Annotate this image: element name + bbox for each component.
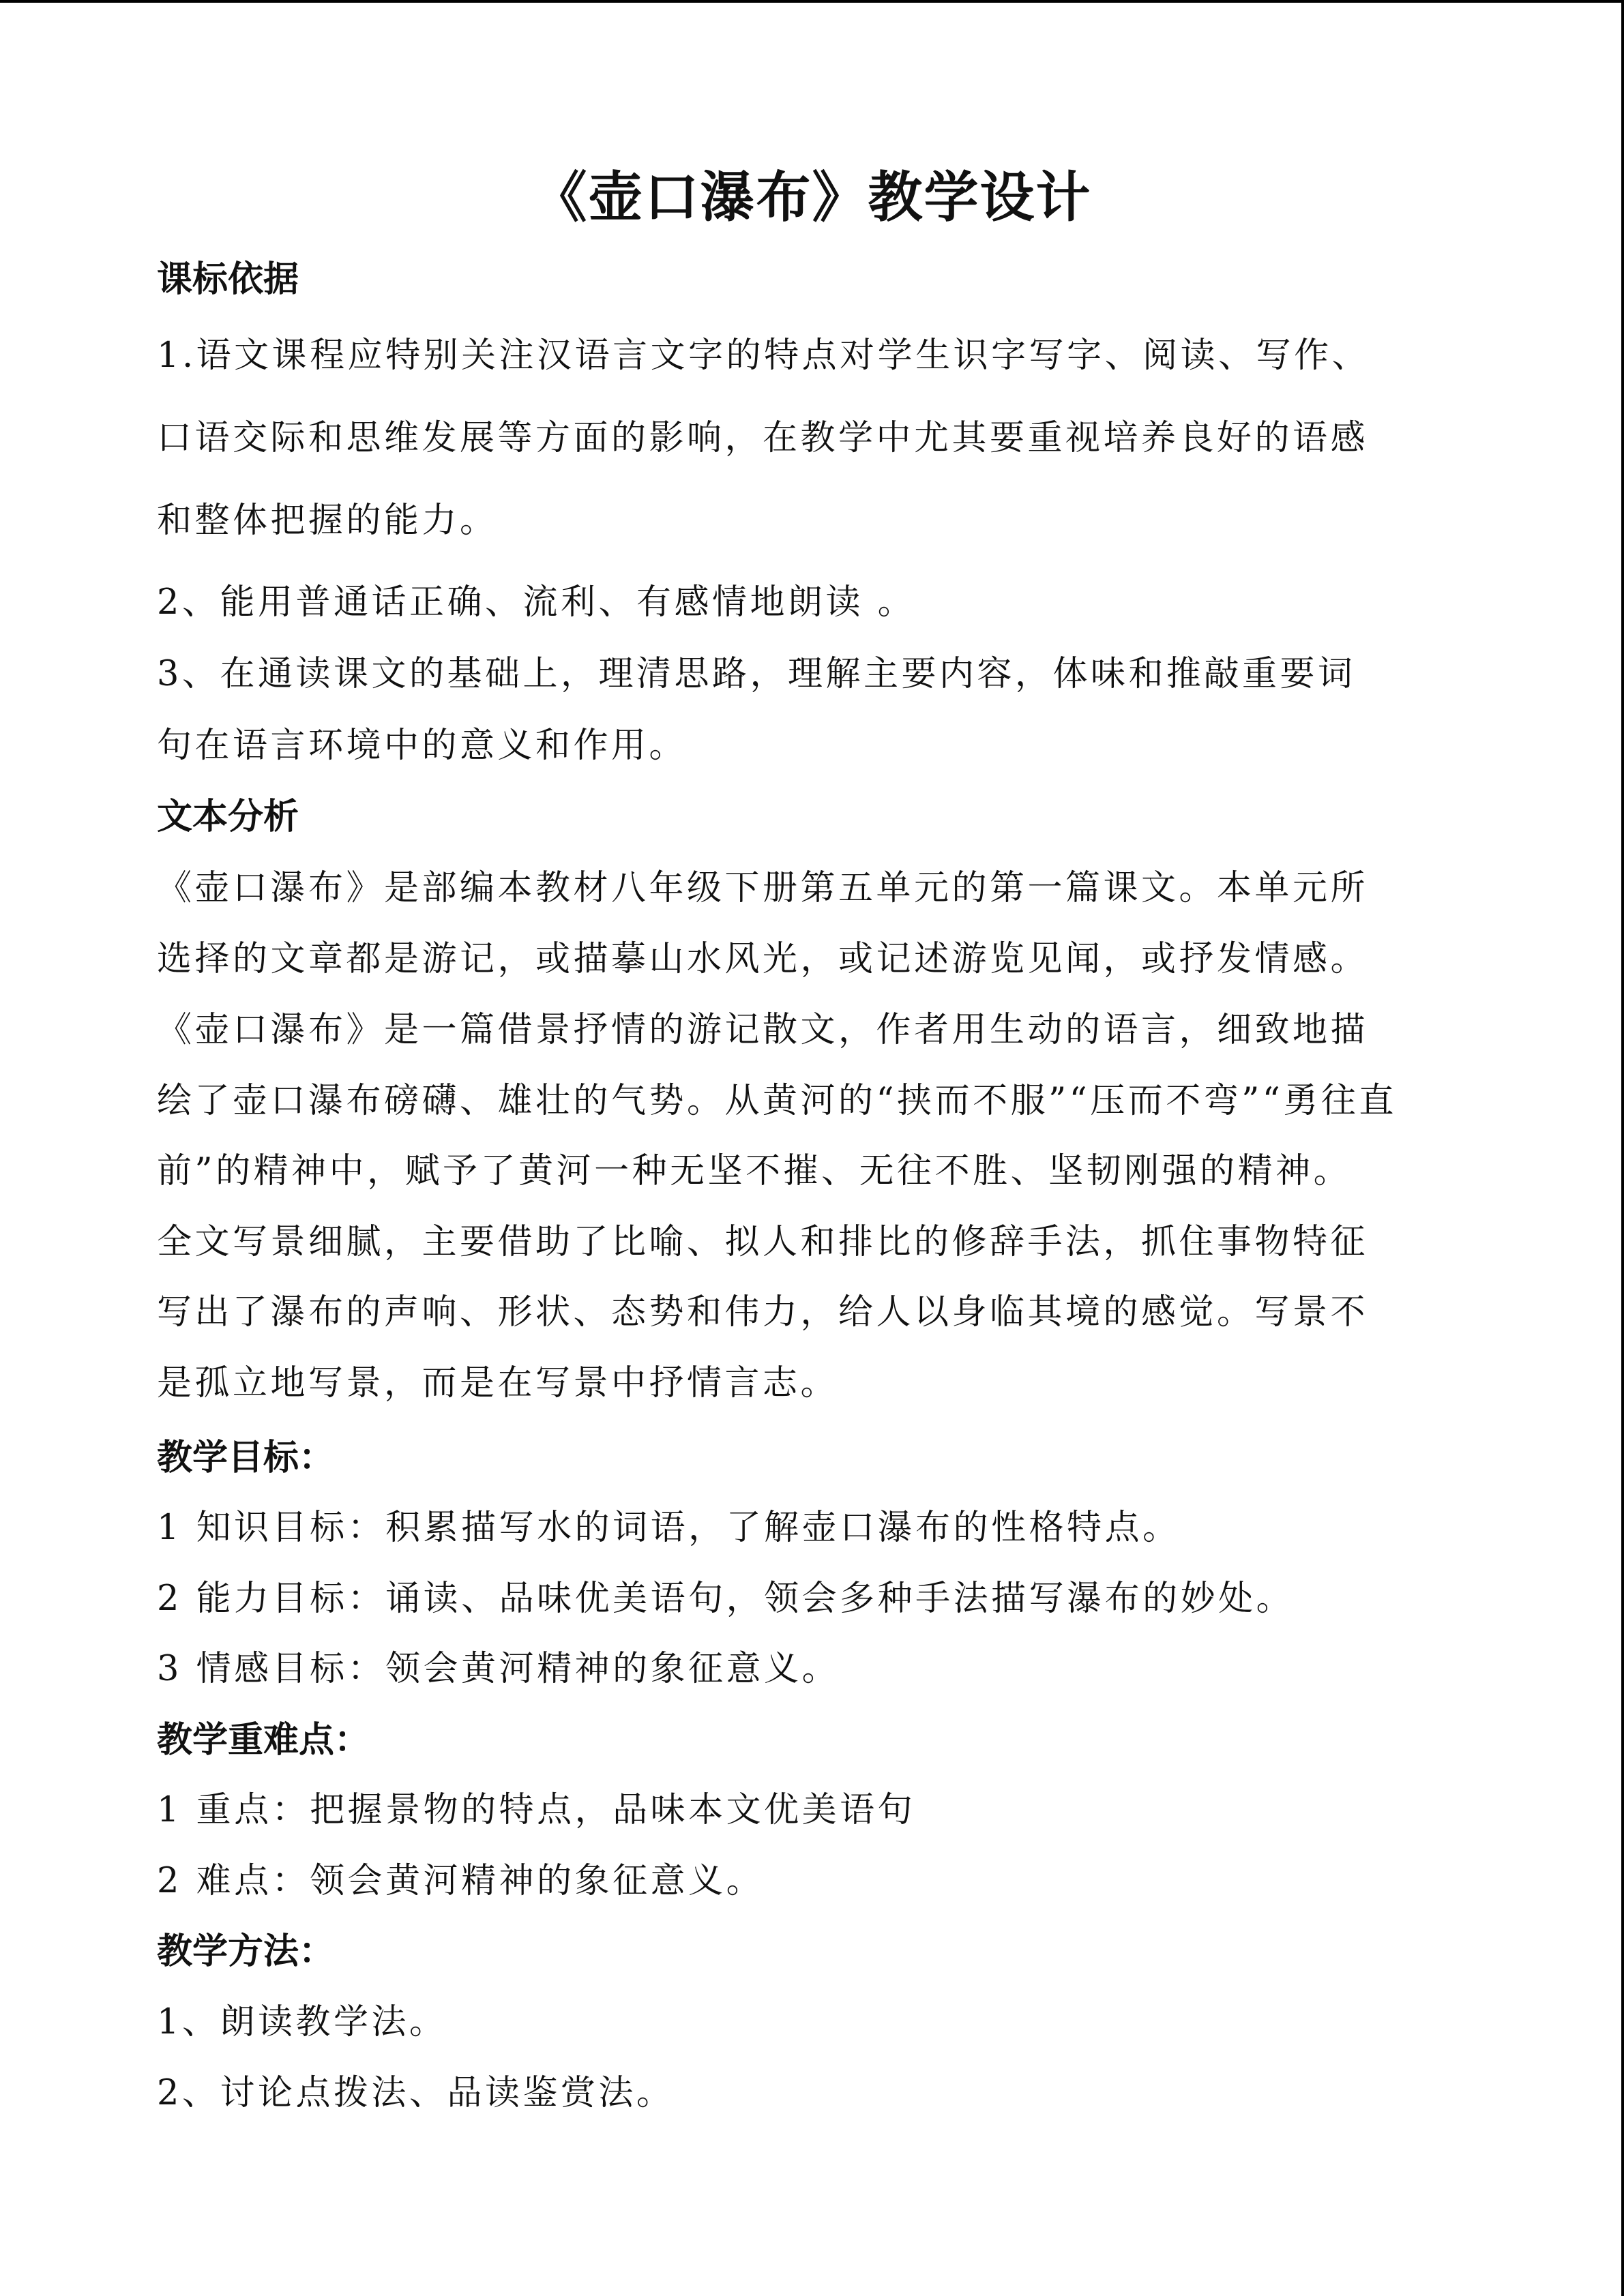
analysis-line: 写出了瀑布的声响、形状、态势和伟力，给人以身临其境的感觉。写景不: [157, 1292, 1369, 1332]
objective-line: 2 能力目标：诵读、品味优美语句，领会多种手法描写瀑布的妙处。: [157, 1579, 1295, 1619]
section-heading-basis: 课标依据: [157, 259, 299, 300]
analysis-line: 选择的文章都是游记，或描摹山水风光，或记述游览见闻，或抒发情感。: [157, 939, 1369, 979]
analysis-line: 《壶口瀑布》是一篇借景抒情的游记散文，作者用生动的语言，细致地描: [157, 1010, 1369, 1050]
section-heading-objectives: 教学目标：: [157, 1437, 335, 1478]
basis-line: 3、在通读课文的基础上，理清思路，理解主要内容，体味和推敲重要词: [157, 654, 1356, 694]
objective-line: 3 情感目标：领会黄河精神的象征意义。: [157, 1649, 840, 1689]
objective-line: 1 知识目标：积累描写水的词语，了解壶口瀑布的性格特点。: [157, 1508, 1181, 1548]
method-line: 1、朗读教学法。: [157, 2002, 447, 2042]
keypoint-line: 1 重点：把握景物的特点，品味本文优美语句: [157, 1790, 916, 1830]
document-title: 《壶口瀑布》教学设计: [532, 166, 1092, 229]
section-heading-keypoints: 教学重难点：: [157, 1720, 370, 1761]
analysis-line: 全文写景细腻，主要借助了比喻、拟人和排比的修辞手法，抓住事物特征: [157, 1222, 1369, 1262]
basis-line: 口语交际和思维发展等方面的影响，在教学中尤其要重视培养良好的语感: [157, 418, 1369, 458]
analysis-line: 是孤立地写景，而是在写景中抒情言志。: [157, 1363, 839, 1403]
method-line: 2、讨论点拨法、品读鉴赏法。: [157, 2073, 675, 2113]
page-border-top: [0, 0, 1624, 3]
analysis-line: 前”的精神中，赋予了黄河一种无坚不摧、无往不胜、坚韧刚强的精神。: [157, 1151, 1352, 1191]
analysis-line: 《壶口瀑布》是部编本教材八年级下册第五单元的第一篇课文。本单元所: [157, 868, 1369, 908]
basis-line: 2、能用普通话正确、流利、有感情地朗读 。: [157, 582, 916, 623]
basis-line: 1.语文课程应特别关注汉语言文字的特点对学生识字写字、阅读、写作、: [157, 336, 1370, 376]
analysis-line: 绘了壶口瀑布磅礴、雄壮的气势。从黄河的“挟而不服”“压而不弯”“勇往直: [157, 1081, 1397, 1121]
section-heading-methods: 教学方法：: [157, 1931, 335, 1972]
keypoint-line: 2 难点：领会黄河精神的象征意义。: [157, 1861, 765, 1901]
section-heading-analysis: 文本分析: [157, 796, 299, 837]
page-border-right: [1621, 0, 1624, 2296]
basis-line: 句在语言环境中的意义和作用。: [157, 726, 688, 766]
basis-line: 和整体把握的能力。: [157, 501, 498, 541]
